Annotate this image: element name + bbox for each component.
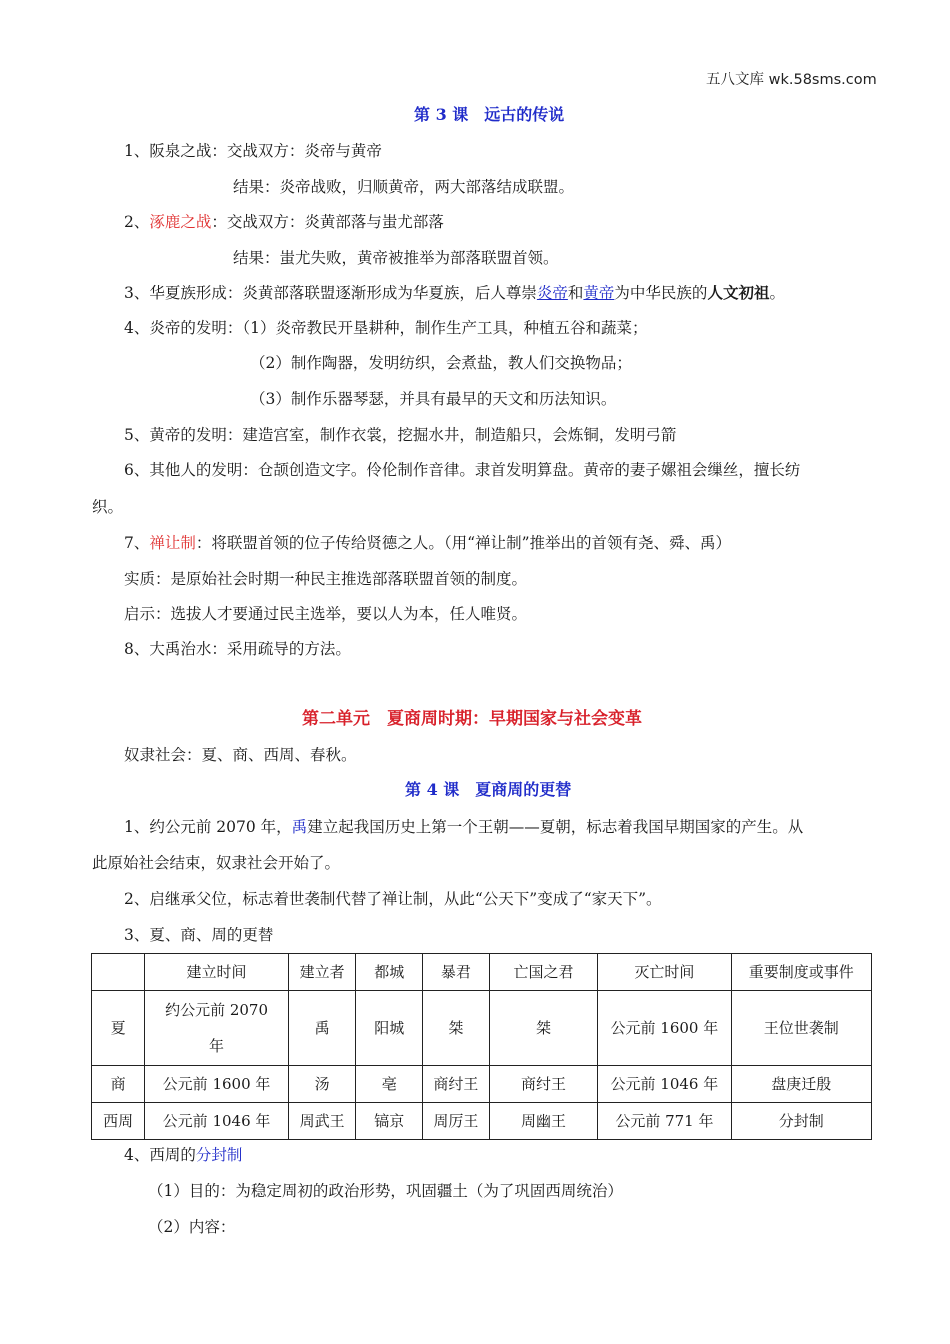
item1-label: 1、阪泉之战： [124, 142, 227, 160]
lesson3-item5: 5、黄帝的发明：建造宫室，制作衣裳，挖掘水井，制造船只，会炼铜，发明弓箭 [124, 426, 677, 444]
table-header-cell: 灭亡时间 [598, 954, 731, 991]
table-cell: 盘庚迁殷 [731, 1066, 871, 1103]
lesson3-item1 [124, 140, 382, 162]
table-cell: 桀 [423, 991, 490, 1066]
lesson3-inspiration: 启示：选拔人才要通过民主选举，要以人为本，任人唯贤。 [124, 605, 528, 623]
table-cell: 夏 [92, 991, 145, 1066]
link-huangdi[interactable]: 黄帝 [583, 284, 615, 302]
item2-rest: ：交战双方：炎黄部落与蚩尤部落 [211, 213, 444, 231]
lesson4-item2: 2、启继承父位，标志着世袭制代替了禅让制，从此“公天下”变成了“家天下”。 [124, 890, 662, 908]
l4-item1-a: 1、约公元前 2070 年， [124, 818, 292, 836]
lesson4-item4-sub2: （2）内容： [148, 1218, 236, 1236]
item1-line1: 交战双方：炎帝与黄帝 [226, 142, 382, 160]
table-cell: 周厉王 [423, 1103, 490, 1140]
lesson4-item3: 3、夏、商、周的更替 [124, 926, 274, 944]
table-row [92, 991, 872, 1066]
table-header-cell: 暴君 [423, 954, 490, 991]
table-cell: 阳城 [356, 991, 423, 1066]
table-cell: 周武王 [288, 1103, 356, 1140]
unit2-slave-society: 奴隶社会：夏、商、西周、春秋。 [124, 746, 357, 764]
table-row [92, 1103, 872, 1140]
item2-name: 涿鹿之战 [149, 213, 212, 231]
item7-num: 7、 [124, 534, 150, 552]
lesson4-item4 [124, 1144, 242, 1166]
l4-item1-name: 禹 [291, 818, 308, 836]
lesson3-item7 [124, 532, 731, 554]
lesson3-item4-line1: 4、炎帝的发明：（1）炎帝教民开垦耕种，制作生产工具，种植五谷和蔬菜； [124, 319, 648, 337]
item7-name: 禅让制 [149, 534, 196, 552]
table-header-cell [92, 954, 145, 991]
lesson4-item1-line2: 此原始社会结束，奴隶社会开始了。 [92, 854, 341, 872]
dynasty-table [91, 953, 872, 1140]
item3-text-b: 和 [567, 284, 584, 302]
watermark: 五八文库 wk.58sms.com [706, 72, 877, 88]
table-header-cell: 建立时间 [145, 954, 288, 991]
lesson4-item4-sub1: （1）目的：为稳定周初的政治形势，巩固疆土（为了巩固西周统治） [148, 1182, 623, 1200]
lesson3-item4-line2: （2）制作陶器，发明纺织，会煮盐，教人们交换物品； [250, 354, 632, 372]
table-cell: 公元前 771 年 [598, 1103, 731, 1140]
table-cell: 禹 [288, 991, 356, 1066]
lesson3-item6-line1: 6、其他人的发明：仓颉创造文字。伶伦制作音律。隶首发明算盘。黄帝的妻子嫘祖会缫丝，擅长纺 [124, 461, 801, 479]
lesson3-item3 [124, 282, 785, 304]
table-cell: 商纣王 [423, 1066, 490, 1103]
table-header-cell: 重要制度或事件 [731, 954, 871, 991]
item7-rest: ：将联盟首领的位子传给贤德之人。（用“禅让制”推举出的首领有尧、舜、禹） [195, 534, 731, 552]
item3-text-a: 3、华夏族形成：炎黄部落联盟逐渐形成为华夏族，后人尊崇 [124, 284, 537, 302]
item3-text-d: 。 [769, 284, 785, 302]
table-header-cell: 都城 [356, 954, 423, 991]
l4-item4-name: 分封制 [195, 1146, 243, 1164]
table-cell: 桀 [489, 991, 598, 1066]
table-cell: 分封制 [731, 1103, 871, 1140]
table-row [92, 1066, 872, 1103]
table-header-cell: 亡国之君 [489, 954, 598, 991]
table-cell: 西周 [92, 1103, 145, 1140]
lesson4-title: 第 4 课 夏商周的更替 [405, 780, 572, 799]
table-cell: 王位世袭制 [731, 991, 871, 1066]
table-cell: 周幽王 [489, 1103, 598, 1140]
lesson3-item2 [124, 211, 444, 233]
lesson3-title: 第 3 课 远古的传说 [414, 105, 565, 124]
link-yandi[interactable]: 炎帝 [536, 284, 568, 302]
table-cell: 公元前 1046 年 [145, 1103, 288, 1140]
l4-item1-b: 建立起我国历史上第一个王朝——夏朝，标志着我国早期国家的产生。从 [307, 818, 804, 836]
lesson3-item4-line3: （3）制作乐器琴瑟，并具有最早的天文和历法知识。 [250, 390, 617, 408]
table-cell: 公元前 1046 年 [598, 1066, 731, 1103]
lesson3-item6-line2: 织。 [92, 498, 124, 516]
lesson3-item2-result: 结果：蚩尤失败，黄帝被推举为部落联盟首领。 [233, 249, 559, 267]
table-header-row [92, 954, 872, 991]
table-cell-line: 年 [209, 1037, 225, 1055]
table-cell: 商 [92, 1066, 145, 1103]
unit2-title: 第二单元 夏商周时期：早期国家与社会变革 [302, 709, 642, 729]
table-cell [145, 991, 288, 1066]
table-cell-line: 约公元前 2070 [165, 1001, 269, 1019]
table-cell: 亳 [356, 1066, 423, 1103]
item3-bold: 人文初祖 [707, 283, 770, 302]
item2-num: 2、 [124, 213, 150, 231]
table-cell: 公元前 1600 年 [598, 991, 731, 1066]
table-cell: 商纣王 [489, 1066, 598, 1103]
lesson3-item8: 8、大禹治水：采用疏导的方法。 [124, 640, 351, 658]
table-header-cell: 建立者 [288, 954, 356, 991]
item3-text-c: 为中华民族的 [614, 284, 708, 302]
lesson4-item1-line1 [124, 816, 803, 838]
table-cell: 公元前 1600 年 [145, 1066, 288, 1103]
lesson3-item1-result: 结果：炎帝战败，归顺黄帝，两大部落结成联盟。 [233, 178, 575, 196]
lesson3-essence: 实质：是原始社会时期一种民主推选部落联盟首领的制度。 [124, 570, 528, 588]
table-cell: 镐京 [356, 1103, 423, 1140]
l4-item4-num: 4、西周的 [124, 1146, 196, 1164]
table-cell: 汤 [288, 1066, 356, 1103]
